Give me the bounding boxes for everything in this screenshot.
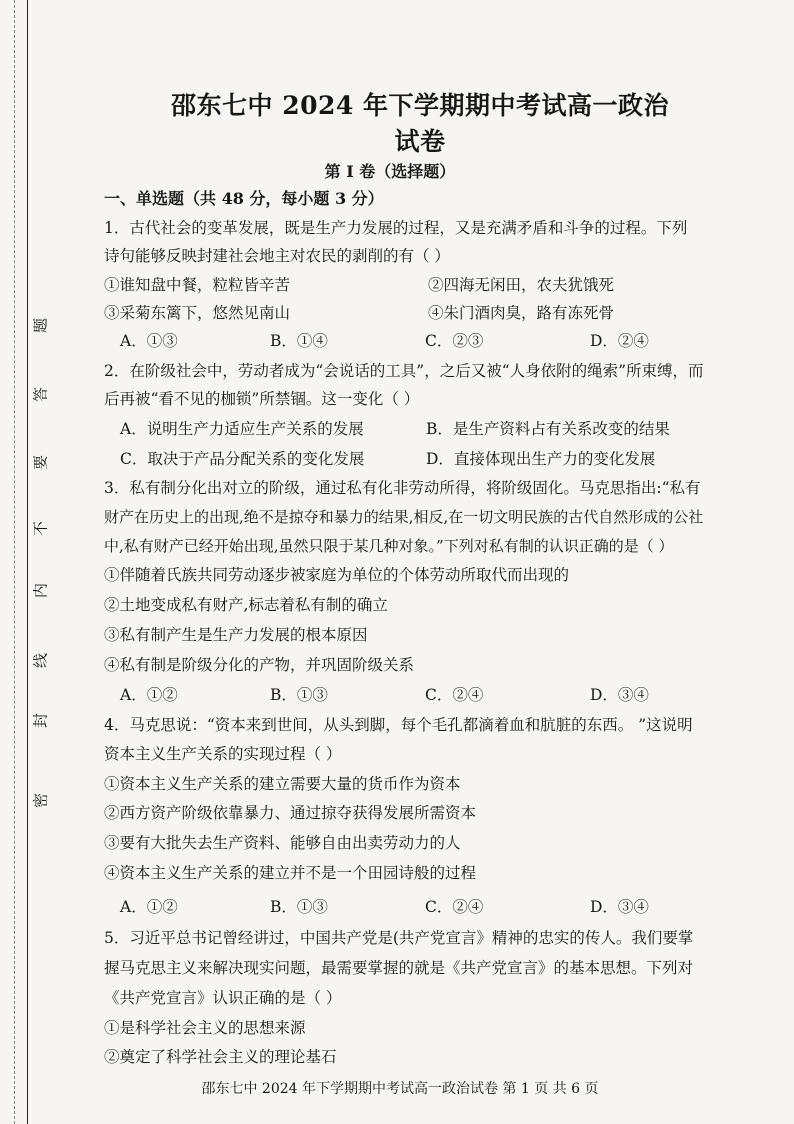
q4-choice-c: C．②④ [425, 898, 484, 916]
q4-statement: ②西方资产阶级依靠暴力、通过掠夺获得发展所需资本 [104, 804, 477, 822]
q2-stem-line: 2．在阶级社会中，劳动者成为“会说话的工具”，之后又被“人身依附的绳索”所束缚，而 [104, 362, 704, 380]
seal-char: 封 [31, 713, 50, 729]
seal-char: 线 [31, 653, 50, 669]
q3-statement: ③私有制产生是生产力发展的根本原因 [104, 626, 368, 644]
q4-statement: ④资本主义生产关系的建立并不是一个田园诗般的过程 [104, 864, 477, 882]
q5-stem-line: 5．习近平总书记曾经讲过，中国共产党是(共产党宣言》精神的忠实的传人。我们要掌 [104, 929, 694, 947]
page-footer: 邵东七中 2024 年下学期期中考试高一政治试卷 第 1 页 共 6 页 [201, 1081, 599, 1097]
q2-choice-d: D．直接体现出生产力的变化发展 [426, 450, 656, 468]
q1-choice-a: A．①③ [120, 332, 178, 350]
q4-stem-line: 4．马克思说：“资本来到世间，从头到脚，每个毛孔都滴着血和肮脏的东西。 ”这说明 [104, 716, 693, 734]
q5-statement: ②奠定了科学社会主义的理论基石 [104, 1048, 337, 1066]
section-heading: 一、单选题（共 48 分，每小题 3 分） [104, 189, 384, 208]
seal-char: 答 [31, 387, 50, 403]
seal-char: 密 [31, 793, 50, 809]
q3-stem-line: 3．私有制分化出对立的阶级，通过私有化非劳动所得，将阶级固化。马克思指出:“私有 [104, 479, 701, 497]
q3-stem-line: 财产在历史上的出现,绝不是掠夺和暴力的结果,相反,在一切文明民族的古代自然形成的公社 [104, 508, 704, 526]
q4-statement: ③要有大批失去生产资料、能够自由出卖劳动力的人 [104, 834, 461, 852]
q1-statement: ②四海无闲田，农夫犹饿死 [428, 276, 615, 294]
q4-choice-a: A．①② [120, 898, 178, 916]
q1-statement: ④朱门酒肉臭，路有冻死骨 [428, 304, 615, 322]
q2-stem-line: 后再被“看不见的枷锁”所禁锢。这一变化（ ） [104, 390, 420, 408]
fold-line [14, 0, 15, 1124]
q3-statement: ①伴随着氏族共同劳动逐步被家庭为单位的个体劳动所取代而出现的 [104, 566, 570, 584]
seal-char: 不 [31, 521, 50, 537]
seal-char: 要 [31, 455, 50, 471]
seal-char: 题 [31, 318, 50, 334]
exam-title: 邵东七中 2024 年下学期期中考试高一政治试卷 [171, 91, 669, 156]
q4-stem-line: 资本主义生产关系的实现过程（ ） [104, 745, 342, 763]
seal-char: 内 [31, 583, 50, 599]
q4-choice-d: D．③④ [590, 898, 649, 916]
q4-choice-b: B．①③ [270, 898, 328, 916]
seal-line [27, 0, 28, 1124]
q5-statement: ①是科学社会主义的思想来源 [104, 1019, 306, 1037]
q4-statement: ①资本主义生产关系的建立需要大量的货币作为资本 [104, 775, 461, 793]
q3-statement: ②土地变成私有财产,标志着私有制的确立 [104, 596, 388, 614]
q2-choice-a: A．说明生产力适应生产关系的发展 [120, 420, 364, 438]
q1-stem-line: 诗句能够反映封建社会地主对农民的剥削的有（ ） [104, 247, 450, 265]
volume-heading: 第 I 卷（选择题） [324, 162, 456, 181]
q3-choice-c: C．②④ [425, 686, 484, 704]
q2-choice-b: B．是生产资料占有关系改变的结果 [426, 420, 670, 438]
q1-choice-b: B．①④ [270, 332, 328, 350]
q3-stem-line: 中,私有财产已经开始出现,虽然只限于某几种对象。”下列对私有制的认识正确的是（ ） [104, 537, 674, 555]
q5-stem-line: 握马克思主义来解决现实问题，最需要掌握的就是《共产党宣言》的基本思想。下列对 [104, 959, 694, 977]
q5-stem-line: 《共产党宣言》认识正确的是（ ） [104, 989, 342, 1007]
q1-stem-line: 1．古代社会的变革发展，既是生产力发展的过程，又是充满矛盾和斗争的过程。下列 [104, 219, 688, 237]
q2-choice-c: C．取决于产品分配关系的变化发展 [120, 450, 365, 468]
binding-margin [0, 0, 58, 1124]
q3-statement: ④私有制是阶级分化的产物，并巩固阶级关系 [104, 656, 415, 674]
q1-choice-c: C．②③ [425, 332, 484, 350]
q3-choice-b: B．①③ [270, 686, 328, 704]
q3-choice-d: D．③④ [590, 686, 649, 704]
q1-statement: ①谁知盘中餐，粒粒皆辛苦 [104, 276, 291, 294]
q3-choice-a: A．①② [120, 686, 178, 704]
q1-statement: ③采菊东篱下，悠然见南山 [104, 304, 291, 322]
q1-choice-d: D．②④ [590, 332, 649, 350]
